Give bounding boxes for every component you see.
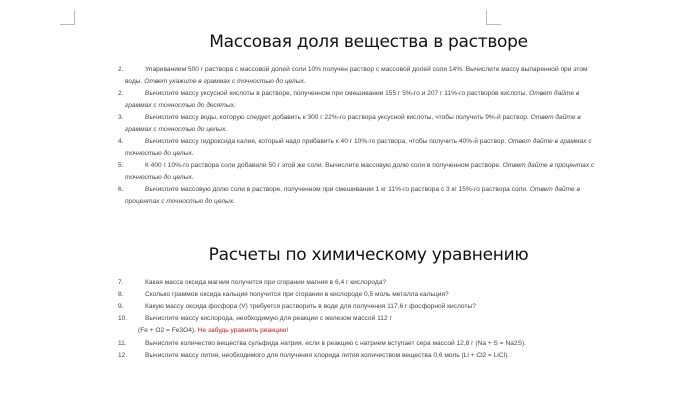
answer-instruction: граммах с точностью до целых.: [125, 126, 228, 133]
item-text: Какую массу оксида фосфора (V) требуется растворить в воде для получения 117,6 г фосфорной кислоты?: [145, 303, 476, 310]
reaction-equation: (Fe + O2 = Fe3O4).: [138, 327, 198, 334]
item-number: 3.: [118, 114, 124, 121]
item-text: Вычислите количество вещества сульфида натрия, если в реакцию с натрием вступает сера массой 12,8 г (Na + S = Na2S).: [145, 340, 526, 347]
item-number: 2.: [118, 90, 124, 97]
item-number: 4.: [118, 138, 124, 145]
item-number: 1.: [118, 66, 124, 73]
warning-text: Не забудь уравнять реакцию!: [197, 327, 289, 334]
answer-instruction: Ответ дайте в граммах с: [507, 138, 592, 145]
item-text: Какая масса оксида магния получится при сгорании магния в 6,4 г кислорода?: [145, 279, 387, 286]
answer-instruction: процентах с точностью до целых.: [125, 198, 235, 205]
item-number: 10.: [118, 315, 128, 322]
answer-instruction: точностью до целых.: [125, 174, 194, 181]
page-corner-mark-top-right: [486, 10, 501, 25]
answer-instruction: граммах с точностью до десятых.: [125, 102, 236, 109]
item-text: Упариванием 500 г раствора с массовой долей соли 10% получен раствор с массовой долей соли 14%. Вычислите массу выпаренной при этом: [145, 66, 588, 73]
answer-instruction: Ответ дайте в: [529, 90, 580, 97]
item-text: Вычислите массу кислорода, необходимую для реакции с железом массой 112 г: [145, 315, 392, 322]
answer-instruction: Ответ дайте в: [529, 186, 580, 193]
item-number: 5.: [118, 162, 124, 169]
item-number: 8.: [118, 291, 124, 298]
section-title-mass-fraction: Массовая доля вещества в растворе: [209, 32, 528, 52]
item-number: 7.: [118, 279, 124, 286]
answer-instruction: Ответ укажите в граммах с точностью до целых.: [144, 78, 306, 85]
item-text: Сколько граммов оксида кальция получится при сгорании в кислороде 0,5 моль металла кальция?: [145, 291, 449, 298]
item-number: 12.: [118, 352, 128, 359]
answer-instruction: точностью до целых.: [125, 150, 194, 157]
page-corner-mark-top-left: [60, 10, 75, 25]
item-number: 11.: [118, 340, 127, 347]
item-text: Вычислите массу гидроксида калия, который надо прибавить к 40 г 10%-го раствора, чтобы получить 40%-й раствор.: [145, 138, 508, 145]
item-text: воды.: [125, 78, 145, 85]
item-number: 9.: [118, 303, 124, 310]
item-text: Вычислите массу уксусной кислоты в растворе, полученном при смешивании 155 г 5%-го и 207 г 11%-го растворов кислоты.: [145, 90, 530, 97]
answer-instruction: Ответ дайте в процентах с: [502, 162, 595, 169]
item-text: Вычислите массу воды, которую следует добавить к 300 г 22%-го раствора уксусной кислоты, чтобы получить 9%-й раствор.: [145, 114, 531, 121]
item-text: К 400 г 10%-го раствора соли добавили 50 г этой же соли. Вычислите массовую долю соли в полученном растворе.: [145, 162, 503, 169]
section-title-chemical-equation: Расчеты по химическому уравнению: [208, 245, 529, 265]
answer-instruction: Ответ дайте в: [530, 114, 581, 121]
item-number: 6.: [118, 186, 124, 193]
item-text: Вычислите массу лития, необходимого для получения хлорида лития количеством вещества 0,6 моль (Li + Cl2 = LiCl).: [145, 352, 510, 359]
item-text: Вычислите массовую долю соли в растворе, полученном при смешивании 1 кг 11%-го раствора с 3 кг 15%-го раствора соли.: [145, 186, 530, 193]
